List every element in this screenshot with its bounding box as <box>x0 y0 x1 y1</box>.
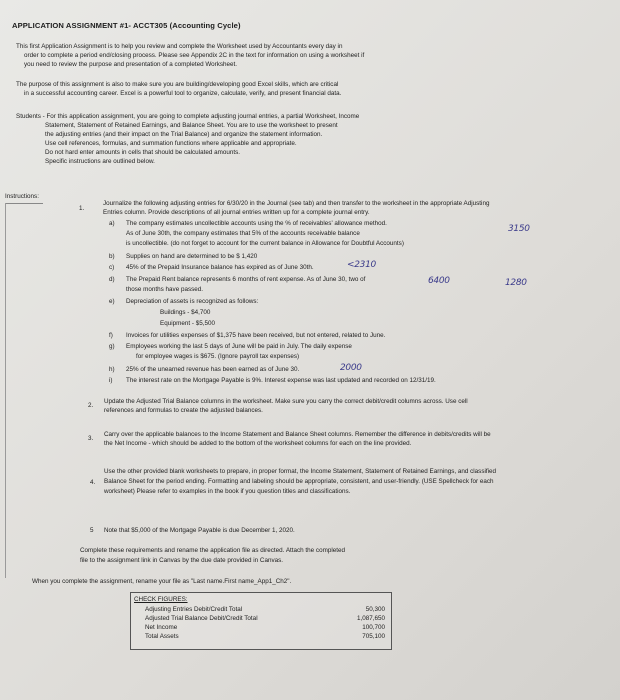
check-row-label-3: Net Income <box>145 624 178 631</box>
check-row-value-3: 100,700 <box>362 624 385 631</box>
check-row-value-1: 50,300 <box>365 606 385 613</box>
item-1f-label: f) <box>109 332 113 339</box>
item-1e-buildings: Buildings - $4,700 <box>160 309 211 316</box>
check-row-label-4: Total Assets <box>145 633 179 640</box>
item-1i-text: The interest rate on the Mortgage Payable is 9%. Interest expense was last updated and recorded on 12/31/19. <box>126 377 436 384</box>
rename-instruction: When you complete the assignment, rename your file as "Last name.First name_App1_Ch2". <box>32 578 292 585</box>
item-1-number: 1. <box>79 205 85 212</box>
check-row-value-2: 1,087,650 <box>356 615 385 622</box>
handwritten-note-a: 3150 <box>508 224 530 234</box>
instructions-label: Instructions: <box>5 193 39 200</box>
item-1b-label: b) <box>109 253 115 260</box>
complete-line-2: file to the assignment link in Canvas by the due date provided in Canvas. <box>80 557 284 564</box>
check-figures-heading: CHECK FIGURES: <box>134 596 188 603</box>
instructions-divider <box>5 203 43 204</box>
item-1e-text: Depreciation of assets is recognized as follows: <box>126 298 259 305</box>
item-4-line-2: Balance Sheet for the period ending. Formatting and labeling should be appropriate, consistent, and user-friendly. (USE Spellcheck for each <box>104 478 494 485</box>
students-line-3: the adjusting entries (and their impact on the Trial Balance) and organize the statement information. <box>45 131 323 138</box>
item-1c-text: 45% of the Prepaid Insurance balance has expired as of June 30th. <box>126 264 314 271</box>
item-5-text: Note that $5,000 of the Mortgage Payable is due December 1, 2020. <box>104 527 295 534</box>
handwritten-note-c: <2310 <box>347 260 376 270</box>
item-1-line-1: Journalize the following adjusting entries for 6/30/20 in the Journal (see tab) and then transfer to the worksheet in the appropriate Adjusting <box>103 200 490 207</box>
item-4-line-3: worksheet) Please refer to examples in the book if you question titles and classifications. <box>104 488 351 495</box>
item-1g-line-1: Employees working the last 5 days of June will be paid in July. The daily expense <box>126 343 352 350</box>
item-3-number: 3. <box>88 435 94 442</box>
item-4-number: 4. <box>90 479 96 486</box>
intro-line-3: you need to review the purpose and presentation of a completed Worksheet. <box>24 61 238 68</box>
instructions-vertical-rule <box>5 203 6 578</box>
handwritten-note-d-2: 1280 <box>505 278 527 288</box>
item-3-line-2: the Net Income - which should be added to the bottom of the worksheet columns for each on the line provided. <box>104 440 412 447</box>
students-line-6: Specific instructions are outlined below. <box>45 158 155 165</box>
item-2-line-1: Update the Adjusted Trial Balance columns in the worksheet. Make sure you carry the correct debit/credit columns across. Use cell <box>104 398 468 405</box>
item-1c-label: c) <box>109 264 115 271</box>
check-row-value-4: 705,100 <box>362 633 385 640</box>
item-2-line-2: references and formulas to create the adjusted balances. <box>104 407 263 414</box>
item-1d-label: d) <box>109 276 115 283</box>
item-1d-line-2: those months have passed. <box>126 286 204 293</box>
item-1e-equipment: Equipment - $5,500 <box>160 320 215 327</box>
item-1b-text: Supplies on hand are determined to be $ 1,420 <box>126 253 258 260</box>
item-4-line-1: Use the other provided blank worksheets to prepare, in proper format, the Income Statement, Statement of Retained Earnings, and classified <box>104 468 497 475</box>
students-line-1: Students - For this application assignment, you are going to complete adjusting journal entries, a partial Worksheet, Income <box>16 113 360 120</box>
item-1h-label: h) <box>109 366 115 373</box>
handwritten-note-h: 2000 <box>340 363 362 373</box>
item-2-number: 2. <box>88 402 94 409</box>
purpose-line-2: in a successful accounting career. Excel is a powerful tool to organize, calculate, verify, and present financial data. <box>24 90 342 97</box>
item-1a-line-3: is uncollectible. (do not forget to account for the current balance in Allowance for Doubtful Accounts) <box>126 240 404 247</box>
check-row-label-1: Adjusting Entries Debit/Credit Total <box>145 606 243 613</box>
item-1h-text: 25% of the unearned revenue has been earned as of June 30. <box>126 366 300 373</box>
item-1f-text: Invoices for utilities expenses of $1,375 have been received, but not entered, related to June. <box>126 332 386 339</box>
item-1e-label: e) <box>109 298 115 305</box>
intro-line-1: This first Application Assignment is to help you review and complete the Worksheet used by Accountants every day in <box>16 43 343 50</box>
item-1i-label: i) <box>109 377 113 384</box>
item-3-line-1: Carry over the applicable balances to the Income Statement and Balance Sheet columns. Remember the difference in debits/credits will be <box>104 431 491 438</box>
item-1g-label: g) <box>109 343 115 350</box>
page-title: APPLICATION ASSIGNMENT #1- ACCT305 (Accounting Cycle) <box>12 21 241 30</box>
purpose-line-1: The purpose of this assignment is also to make sure you are building/developing good Excel skills, which are critical <box>16 81 339 88</box>
check-row-label-2: Adjusted Trial Balance Debit/Credit Total <box>145 615 258 622</box>
item-5-number: 5 <box>90 527 94 534</box>
item-1g-line-2: for employee wages is $675. (Ignore payroll tax expenses) <box>136 353 300 360</box>
students-line-4: Use cell references, formulas, and summation functions where applicable and appropriate. <box>45 140 297 147</box>
item-1a-label: a) <box>109 220 115 227</box>
complete-line-1: Complete these requirements and rename the application file as directed. Attach the completed <box>80 547 345 554</box>
students-line-2: Statement, Statement of Retained Earnings, and Balance Sheet. You are to use the worksheet to present <box>45 122 338 129</box>
item-1a-line-1: The company estimates uncollectible accounts using the % of receivables' allowance method. <box>126 220 387 227</box>
intro-line-2: order to complete a period end/closing process. Please see Appendix 2C in the text for information on using a worksheet if <box>24 52 365 59</box>
students-line-5: Do not hard enter amounts in cells that should be calculated amounts. <box>45 149 240 156</box>
item-1d-line-1: The Prepaid Rent balance represents 6 months of rent expense. As of June 30, two of <box>126 276 366 283</box>
handwritten-note-d-1: 6400 <box>428 276 450 286</box>
check-figures-box <box>130 592 392 650</box>
item-1a-line-2: As of June 30th, the company estimates that 5% of the accounts receivable balance <box>126 230 360 237</box>
item-1-line-2: Entries column. Provide descriptions of all journal entries written up for a complete journal entry. <box>103 209 370 216</box>
